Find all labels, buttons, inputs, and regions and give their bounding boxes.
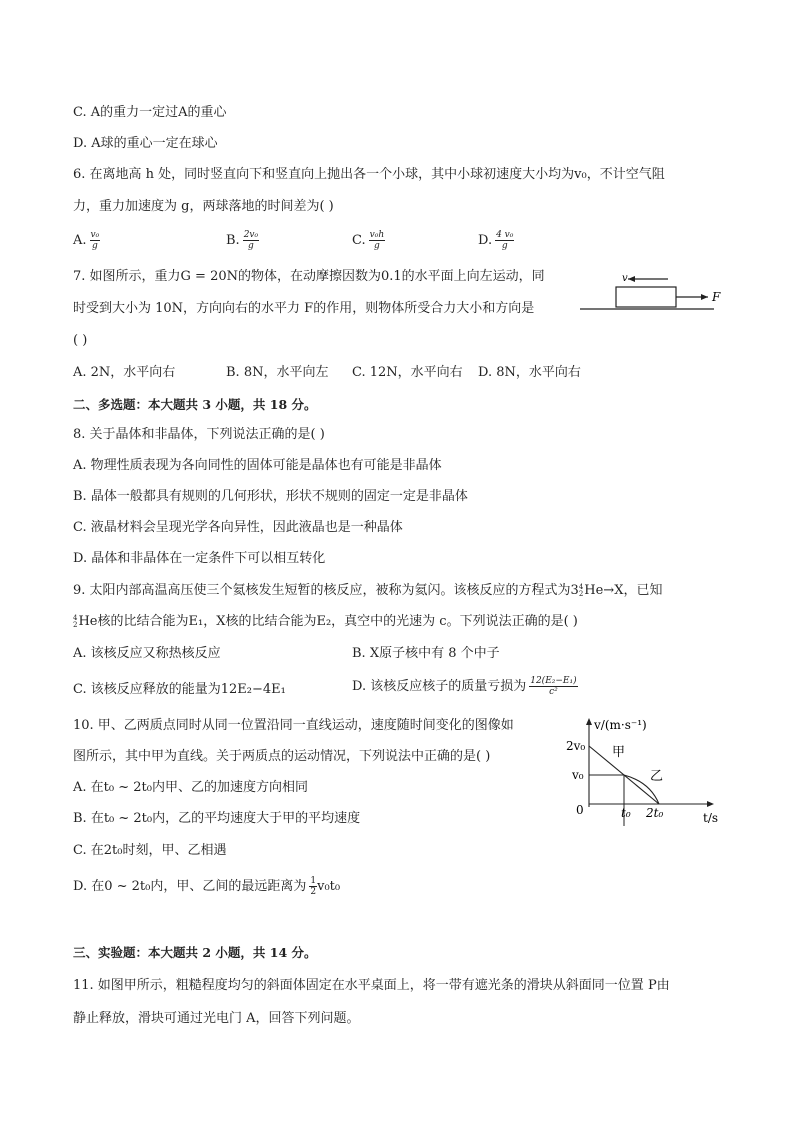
q8-option-b: B. 晶体一般都具有规则的几何形状，形状不规则的固定一定是非晶体 [73,489,468,504]
q11-stem-line1: 11. 如图甲所示，粗糙程度均匀的斜面体固定在水平桌面上，将一带有遮光条的滑块从斜面同一位置 P由 [73,978,670,993]
q9-option-a: A. 该核反应又称热核反应 [73,646,221,661]
q7-option-b: B. 8N，水平向左 [226,365,329,380]
q7-stem-line2: 时受到大小为 10N，方向向右的水平力 F的作用，则物体所受合力大小和方向是 [73,301,535,316]
q7-block-figure [576,266,726,320]
graph-tick-2v0: 2v₀ [566,739,586,753]
q7-force-label: F [712,290,721,304]
q6-stem-line1: 6. 在离地高 h 处，同时竖直向下和竖直向上抛出各一个小球，其中小球初速度大小均为v₀，不计空气阻 [73,167,665,182]
q10-stem-line1: 10. 甲、乙两质点同时从同一位置沿同一直线运动，速度随时间变化的图像如 [73,718,514,733]
q7-option-c: C. 12N，水平向右 [352,365,463,380]
q7-option-a: A. 2N，水平向右 [73,365,176,380]
q10-vt-graph [562,712,732,828]
q8-stem: 8. 关于晶体和非晶体，下列说法正确的是( ) [73,427,325,442]
q7-stem-line3: ( ) [73,333,88,348]
q9-option-c: C. 该核反应释放的能量为12E₂−4E₁ [73,682,286,697]
graph-tick-t0: t₀ [621,806,631,820]
q6-option-d: D. $\frac{\text{4 v₀}}{g}$ [478,230,514,251]
q10-option-c: C. 在2t₀时刻，甲、乙相遇 [73,843,227,858]
q8-option-d: D. 晶体和非晶体在一定条件下可以相互转化 [73,551,326,566]
graph-label-yi: 乙 [650,769,664,784]
q7-velocity-label: v [622,273,628,284]
q10-option-b: B. 在t₀ ~ 2t₀内，乙的平均速度大于甲的平均速度 [73,811,361,826]
q8-option-c: C. 液晶材料会呈现光学各向异性，因此液晶也是一种晶体 [73,520,403,535]
q10-option-a: A. 在t₀ ~ 2t₀内甲、乙的加速度方向相同 [73,780,308,795]
q6-option-c: C. $\frac{\text{v₀h}}{g}$ [352,230,385,251]
q6-option-a: A. $\frac{\text{v₀}}{g}$ [73,230,100,251]
section-experiment-heading: 三、实验题：本大题共 2 小题，共 14 分。 [73,945,317,960]
q7-velocity-arrowhead [628,276,635,282]
q8-option-a: A. 物理性质表现为各向同性的固体可能是晶体也有可能是非晶体 [73,458,442,473]
section-multiple-choice-heading: 二、多选题：本大题共 3 小题，共 18 分。 [73,397,317,412]
q7-block [616,287,676,307]
graph-tick-v0: v₀ [572,768,584,782]
graph-origin: 0 [576,803,584,817]
q5-option-d: D. A球的重心一定在球心 [73,136,218,151]
helium-nuclide-symbol: 4 2 [578,582,584,598]
q7-option-d: D. 8N，水平向右 [478,365,581,380]
q7-stem-line1: 7. 如图所示，重力G = 20N的物体，在动摩擦因数为0.1的水平面上向左运动，同 [73,269,545,284]
q9-option-b: B. X原子核中有 8 个中子 [352,646,500,661]
graph-y-label: v/(m·s⁻¹) [594,718,647,732]
q6-stem-line2: 力，重力加速度为 g，两球落地的时间差为( ) [73,199,334,214]
q7-force-arrowhead [701,294,708,300]
q10-option-d: D. 在0 ~ 2t₀内，甲、乙间的最远距离为 $\frac{1}{2}$ v₀t₀ [73,876,341,897]
graph-x-label: t/s [703,811,719,825]
helium-nuclide-symbol: 4 2 [73,613,78,629]
q6-option-b: B. $\frac{\text{2v₀}}{g}$ [226,230,259,251]
graph-x-axis-arrowhead [707,801,714,807]
graph-tick-2t0: 2t₀ [646,806,664,820]
graph-y-axis-arrowhead [586,718,592,725]
q9-stem-line2: 4 2 He核的比结合能为E₁，X核的比结合能为E₂，真空中的光速为 c。下列说法正确的是( ) [73,613,578,629]
q9-stem-line1: 9. 太阳内部高温高压使三个氦核发生短暂的核反应，被称为氦闪。该核反应的方程式为3 4 2 He→X，已知 [73,582,663,598]
q9-option-d: D. 该核反应核子的质量亏损为 $\frac{\text{12(E₂−E₁)}}{\text{c²}}$ [352,676,577,697]
q11-stem-line2: 静止释放，滑块可通过光电门 A，回答下列问题。 [73,1011,360,1026]
q10-stem-line2: 图所示，其中甲为直线。关于两质点的运动情况，下列说法中正确的是( ) [73,749,491,764]
graph-label-jia: 甲 [612,745,626,760]
q5-option-c: C. A的重力一定过A的重心 [73,105,227,120]
